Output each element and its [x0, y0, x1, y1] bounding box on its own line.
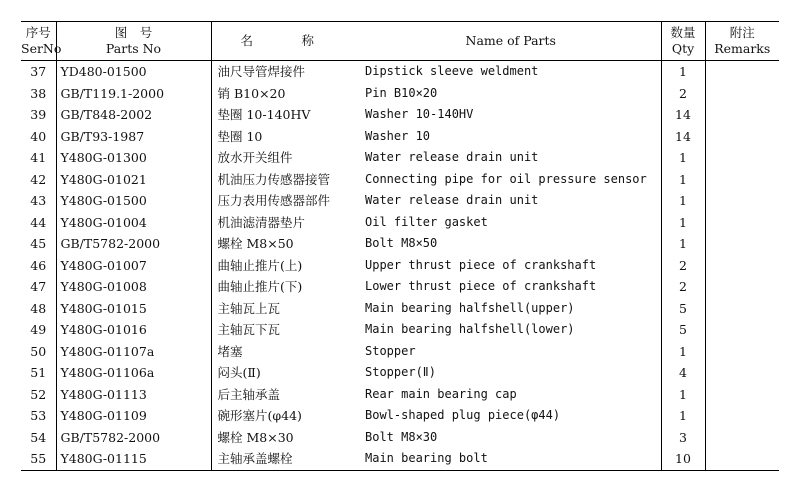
cell-partsno: Y480G-01021 — [56, 169, 211, 191]
cell-qty: 14 — [661, 126, 705, 148]
cell-partsno: GB/T848-2002 — [56, 104, 211, 126]
cell-serno: 45 — [21, 233, 56, 255]
cell-serno: 44 — [21, 212, 56, 234]
table-row — [21, 169, 779, 191]
cell-qty: 3 — [661, 427, 705, 449]
header-serno — [21, 22, 62, 61]
cell-remarks — [705, 61, 779, 83]
table-row — [21, 83, 779, 105]
cell-remarks — [705, 212, 779, 234]
cell-serno: 40 — [21, 126, 56, 148]
cell-qty: 1 — [661, 233, 705, 255]
cell-partsno: GB/T93-1987 — [56, 126, 211, 148]
cell-name-en: Main bearing bolt — [361, 448, 661, 470]
table-row — [21, 276, 779, 298]
cell-qty: 1 — [661, 147, 705, 169]
cell-serno: 46 — [21, 255, 56, 277]
cell-name-en: Main bearing halfshell(lower) — [361, 319, 661, 341]
cell-name-cn: 主轴瓦上瓦 — [217, 300, 281, 316]
cell-remarks — [705, 341, 779, 363]
cell-partsno: Y480G-01016 — [56, 319, 211, 341]
cell-remarks — [705, 319, 779, 341]
header-partsno — [56, 22, 211, 61]
cell-remarks — [705, 298, 779, 320]
cell-remarks — [705, 126, 779, 148]
cell-serno: 50 — [21, 341, 56, 363]
header-qty-en: Qty — [671, 41, 695, 56]
cell-qty: 1 — [661, 341, 705, 363]
cell-remarks — [705, 427, 779, 449]
cell-name-en: Stopper — [361, 341, 661, 363]
table-row — [21, 190, 779, 212]
cell-partsno: GB/T5782-2000 — [56, 427, 211, 449]
cell-partsno: Y480G-01115 — [56, 448, 211, 470]
cell-partsno: Y480G-01106a — [56, 362, 211, 384]
cell-partsno: Y480G-01500 — [56, 190, 211, 212]
cell-serno: 42 — [21, 169, 56, 191]
cell-remarks — [705, 233, 779, 255]
header-name-en: Name of Parts — [361, 22, 661, 61]
table-body — [21, 61, 779, 471]
cell-serno: 49 — [21, 319, 56, 341]
table-row — [21, 104, 779, 126]
cell-qty: 10 — [661, 448, 705, 470]
cell-name-en: Bowl-shaped plug piece(φ44) — [361, 405, 661, 427]
cell-qty: 5 — [661, 298, 705, 320]
cell-remarks — [705, 190, 779, 212]
cell-serno: 55 — [21, 448, 56, 470]
table-row — [21, 233, 779, 255]
cell-name-cn: 销 B10×20 — [217, 85, 286, 101]
cell-name-en: Washer 10 — [361, 126, 661, 148]
cell-serno: 52 — [21, 384, 56, 406]
table-row — [21, 448, 779, 470]
cell-remarks — [705, 104, 779, 126]
header-partsno-en: Parts No — [105, 41, 162, 56]
header-remarks — [705, 22, 779, 61]
cell-qty: 2 — [661, 83, 705, 105]
cell-qty: 2 — [661, 276, 705, 298]
cell-name-en: Bolt M8×50 — [361, 233, 661, 255]
cell-serno: 39 — [21, 104, 56, 126]
cell-name-en: Oil filter gasket — [361, 212, 661, 234]
cell-qty: 14 — [661, 104, 705, 126]
cell-name-en: Rear main bearing cap — [361, 384, 661, 406]
header-qty-cn: 数量 — [670, 25, 696, 40]
cell-partsno: Y480G-01007 — [56, 255, 211, 277]
cell-name-en: Bolt M8×30 — [361, 427, 661, 449]
cell-partsno: GB/T5782-2000 — [56, 233, 211, 255]
header-remarks-cn: 附注 — [729, 25, 755, 40]
cell-serno: 38 — [21, 83, 56, 105]
parts-table — [21, 21, 779, 471]
cell-name-cn: 压力表用传感器部件 — [217, 193, 331, 208]
cell-qty: 1 — [661, 169, 705, 191]
cell-serno: 43 — [21, 190, 56, 212]
cell-partsno: Y480G-01015 — [56, 298, 211, 320]
cell-remarks — [705, 448, 779, 470]
cell-qty: 1 — [661, 405, 705, 427]
cell-name-cn: 螺栓 M8×50 — [217, 236, 294, 251]
cell-name-cn: 闷头(Ⅱ) — [217, 365, 261, 380]
cell-name-en: Water release drain unit — [361, 147, 661, 169]
cell-name-cn: 曲轴止推片(下) — [217, 279, 303, 294]
cell-remarks — [705, 362, 779, 384]
cell-remarks — [705, 169, 779, 191]
cell-name-cn: 后主轴承盖 — [217, 386, 281, 402]
header-serno-cn: 序号 — [25, 25, 51, 40]
cell-name-cn: 主轴瓦下瓦 — [217, 322, 281, 337]
cell-name-cn: 曲轴止推片(上) — [217, 257, 303, 273]
cell-name-cn: 油尺导管焊接件 — [217, 64, 306, 79]
cell-name-cn: 垫圈 10-140HV — [217, 107, 311, 122]
cell-name-cn: 主轴承盖螺栓 — [211, 448, 361, 470]
cell-name-en: Dipstick sleeve weldment — [361, 61, 661, 83]
table-row — [21, 384, 779, 406]
table-row — [21, 298, 779, 320]
cell-partsno: Y480G-01109 — [56, 405, 211, 427]
cell-remarks — [705, 83, 779, 105]
cell-name-en: Lower thrust piece of crankshaft — [361, 276, 661, 298]
table-row — [21, 341, 779, 363]
table-row — [21, 319, 779, 341]
table-row — [21, 147, 779, 169]
cell-name-cn: 碗形塞片(φ44) — [217, 408, 302, 423]
table-row — [21, 212, 779, 234]
cell-serno: 48 — [21, 298, 56, 320]
cell-qty: 5 — [661, 319, 705, 341]
cell-name-en: Main bearing halfshell(upper) — [361, 298, 661, 320]
cell-partsno: GB/T119.1-2000 — [56, 83, 211, 105]
table-row — [21, 405, 779, 427]
cell-serno: 54 — [21, 427, 56, 449]
cell-name-en: Washer 10-140HV — [361, 104, 661, 126]
cell-remarks — [705, 147, 779, 169]
cell-remarks — [705, 255, 779, 277]
cell-name-cn: 堵塞 — [217, 343, 243, 359]
cell-remarks — [705, 276, 779, 298]
cell-qty: 1 — [661, 384, 705, 406]
cell-qty: 4 — [661, 362, 705, 384]
table-row — [21, 61, 779, 83]
cell-remarks — [705, 384, 779, 406]
cell-name-cn: 螺栓 M8×30 — [217, 429, 294, 445]
cell-serno: 47 — [21, 276, 56, 298]
cell-partsno: Y480G-01004 — [56, 212, 211, 234]
cell-name-cn: 放水开关组件 — [217, 150, 293, 165]
cell-name-cn: 机油滤清器垫片 — [217, 214, 306, 230]
cell-qty: 1 — [661, 61, 705, 83]
cell-partsno: YD480-01500 — [56, 61, 211, 83]
cell-name-en: Connecting pipe for oil pressure sensor — [361, 169, 661, 191]
table-row — [21, 427, 779, 449]
header-remarks-en: Remarks — [714, 41, 771, 56]
cell-serno: 51 — [21, 362, 56, 384]
cell-name-en: Pin B10×20 — [361, 83, 661, 105]
header-serno-en: SerNo — [21, 41, 62, 56]
cell-serno: 37 — [21, 61, 56, 83]
cell-name-en: Water release drain unit — [361, 190, 661, 212]
cell-qty: 1 — [661, 190, 705, 212]
cell-name-en: Stopper(Ⅱ) — [361, 362, 661, 384]
table-row — [21, 255, 779, 277]
table-row — [21, 362, 779, 384]
table-row — [21, 126, 779, 148]
cell-qty: 2 — [661, 255, 705, 277]
cell-qty: 1 — [661, 212, 705, 234]
table-header-row — [21, 22, 779, 61]
cell-partsno: Y480G-01113 — [56, 384, 211, 406]
cell-serno: 41 — [21, 147, 56, 169]
cell-remarks — [705, 405, 779, 427]
header-qty — [661, 22, 705, 61]
cell-serno: 53 — [21, 405, 56, 427]
header-name-cn: 名 称 — [211, 22, 361, 61]
cell-name-cn: 垫圈 10 — [217, 128, 263, 144]
header-partsno-cn: 图 号 — [114, 25, 153, 40]
cell-partsno: Y480G-01300 — [56, 147, 211, 169]
cell-partsno: Y480G-01107a — [56, 341, 211, 363]
cell-name-cn: 机油压力传感器接管 — [217, 171, 331, 187]
cell-partsno: Y480G-01008 — [56, 276, 211, 298]
cell-name-en: Upper thrust piece of crankshaft — [361, 255, 661, 277]
